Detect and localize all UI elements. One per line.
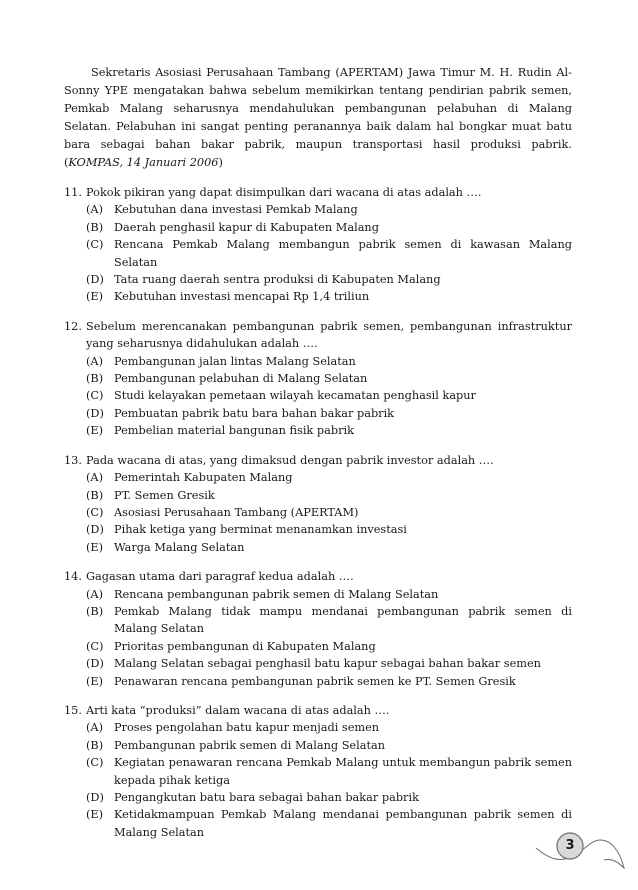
option-text: Studi kelayakan pemetaan wilayah kecamatan penghasil kapur [114,389,476,403]
answer-option [64,539,572,556]
answer-option [64,737,572,754]
option-text: Proses pengolahan batu kapur menjadi semen [114,721,380,735]
question-number: 12. [64,319,82,333]
option-letter: (B) [86,220,104,234]
answer-option [64,638,572,655]
option-text: Pembangunan pabrik semen di Malang Selatan [114,738,386,752]
option-text: Malang Selatan sebagai penghasil batu kapur sebagai bahan bakar semen [114,657,541,671]
option-text: Pembelian material bangunan fisik pabrik [114,424,354,438]
answer-option [64,236,572,271]
option-letter: (E) [86,540,104,554]
question-number: 14. [64,570,82,584]
question-text: Sebelum merencanakan pembangunan pabrik semen, pembangunan infrastruktur yang seharusnya didahulukan adalah …. [86,319,572,351]
option-text: Warga Malang Selatan [114,540,245,554]
option-text: Penawaran rencana pembangunan pabrik semen ke PT. Semen Gresik [114,674,516,688]
option-text: Pihak ketiga yang berminat menanamkan investasi [114,523,407,537]
option-letter: (C) [86,639,104,653]
option-letter: (C) [86,756,104,770]
answer-option [64,469,572,486]
option-text: Kegiatan penawaran rencana Pemkab Malang untuk membangun pabrik semen kepada pihak ketiga [114,756,572,787]
answer-option [64,603,572,638]
option-letter: (B) [86,738,104,752]
answer-option [64,422,572,439]
question-number: 13. [64,453,82,467]
question-13 [64,452,572,556]
question-stem [64,184,572,201]
question-text: Arti kata “produksi” dalam wacana di atas adalah …. [86,703,390,717]
question-11 [64,184,572,306]
answer-option [64,504,572,521]
answer-option [64,754,572,789]
question-15 [64,702,572,841]
answer-option [64,353,572,370]
question-text: Pada wacana di atas, yang dimaksud dengan pabrik investor adalah …. [86,453,494,467]
answer-option [64,789,572,806]
answer-option [64,201,572,218]
option-letter: (D) [86,523,104,537]
option-text: Pembangunan jalan lintas Malang Selatan [114,354,356,368]
option-letter: (E) [86,808,104,822]
answer-option [64,806,572,841]
question-14 [64,568,572,690]
reading-passage [64,64,572,172]
answer-option [64,487,572,504]
question-stem [64,452,572,469]
option-letter: (C) [86,389,104,403]
option-letter: (E) [86,290,104,304]
answer-option [64,387,572,404]
option-letter: (B) [86,604,104,618]
option-letter: (E) [86,424,104,438]
option-letter: (C) [86,505,104,519]
answer-option [64,271,572,288]
page-number: 3 [565,838,575,853]
option-text: Tata ruang daerah sentra produksi di Kabupaten Malang [114,273,441,287]
option-letter: (A) [86,203,103,217]
answer-option [64,673,572,690]
option-text: Pembuatan pabrik batu bara bahan bakar pabrik [114,406,395,420]
option-letter: (B) [86,372,104,386]
answer-option [64,370,572,387]
question-stem [64,702,572,719]
option-letter: (D) [86,657,104,671]
option-letter: (A) [86,471,103,485]
option-text: Pembangunan pelabuhan di Malang Selatan [114,372,368,386]
option-text: Pemerintah Kabupaten Malang [114,471,293,485]
option-letter: (A) [86,354,103,368]
option-letter: (D) [86,273,104,287]
answer-option [64,655,572,672]
option-text: Daerah penghasil kapur di Kabupaten Malang [114,220,379,234]
option-letter: (E) [86,674,104,688]
question-list [64,184,572,841]
option-text: Kebutuhan dana investasi Pemkab Malang [114,203,358,217]
option-letter: (D) [86,406,104,420]
question-stem [64,318,572,353]
option-text: Ketidakmampuan Pemkab Malang mendanai pembangunan pabrik semen di Malang Selatan [114,808,572,839]
passage-source: KOMPAS, 14 Januari 2006 [68,156,219,169]
option-letter: (B) [86,488,104,502]
answer-option [64,288,572,305]
passage-close: ) [218,156,223,169]
document-page [64,64,572,853]
answer-option [64,405,572,422]
question-12 [64,318,572,440]
option-letter: (A) [86,587,103,601]
option-text: PT. Semen Gresik [114,488,215,502]
answer-option [64,719,572,736]
option-text: Asosiasi Perusahaan Tambang (APERTAM) [114,505,359,519]
question-text: Gagasan utama dari paragraf kedua adalah …. [86,570,354,584]
option-text: Pengangkutan batu bara sebagai bahan bakar pabrik [114,791,419,804]
question-number: 11. [64,186,82,199]
answer-option [64,219,572,236]
option-text: Rencana Pemkab Malang membangun pabrik semen di kawasan Malang Selatan [114,238,572,269]
question-stem [64,568,572,585]
option-letter: (A) [86,721,103,735]
option-text: Rencana pembangunan pabrik semen di Malang Selatan [114,587,439,601]
question-text: Pokok pikiran yang dapat disimpulkan dari wacana di atas adalah …. [86,186,482,199]
question-number: 15. [64,703,82,717]
option-letter: (D) [86,791,104,804]
option-letter: (C) [86,238,104,252]
option-text: Pemkab Malang tidak mampu mendanai pembangunan pabrik semen di Malang Selatan [114,604,572,636]
passage-text: Sekretaris Asosiasi Perusahaan Tambang (APERTAM) Jawa Timur M. H. Rudin Al-Sonny YPE mengatakan bahwa sebelum memikirkan tentang pendirian pabrik semen, Pemkab Malang seharusnya mendahulukan pembangunan pelabuhan di Malang Selatan. Pelabuhan ini sangat penting peranannya baik dalam hal bongkar muat batu bara sebagai bahan bakar pabrik, maupun transportasi hasil produksi pabrik. ( [64,66,572,169]
option-text: Prioritas pembangunan di Kabupaten Malang [114,639,376,653]
answer-option [64,521,572,538]
option-text: Kebutuhan investasi mencapai Rp 1,4 triliun [114,290,370,304]
answer-option [64,586,572,603]
